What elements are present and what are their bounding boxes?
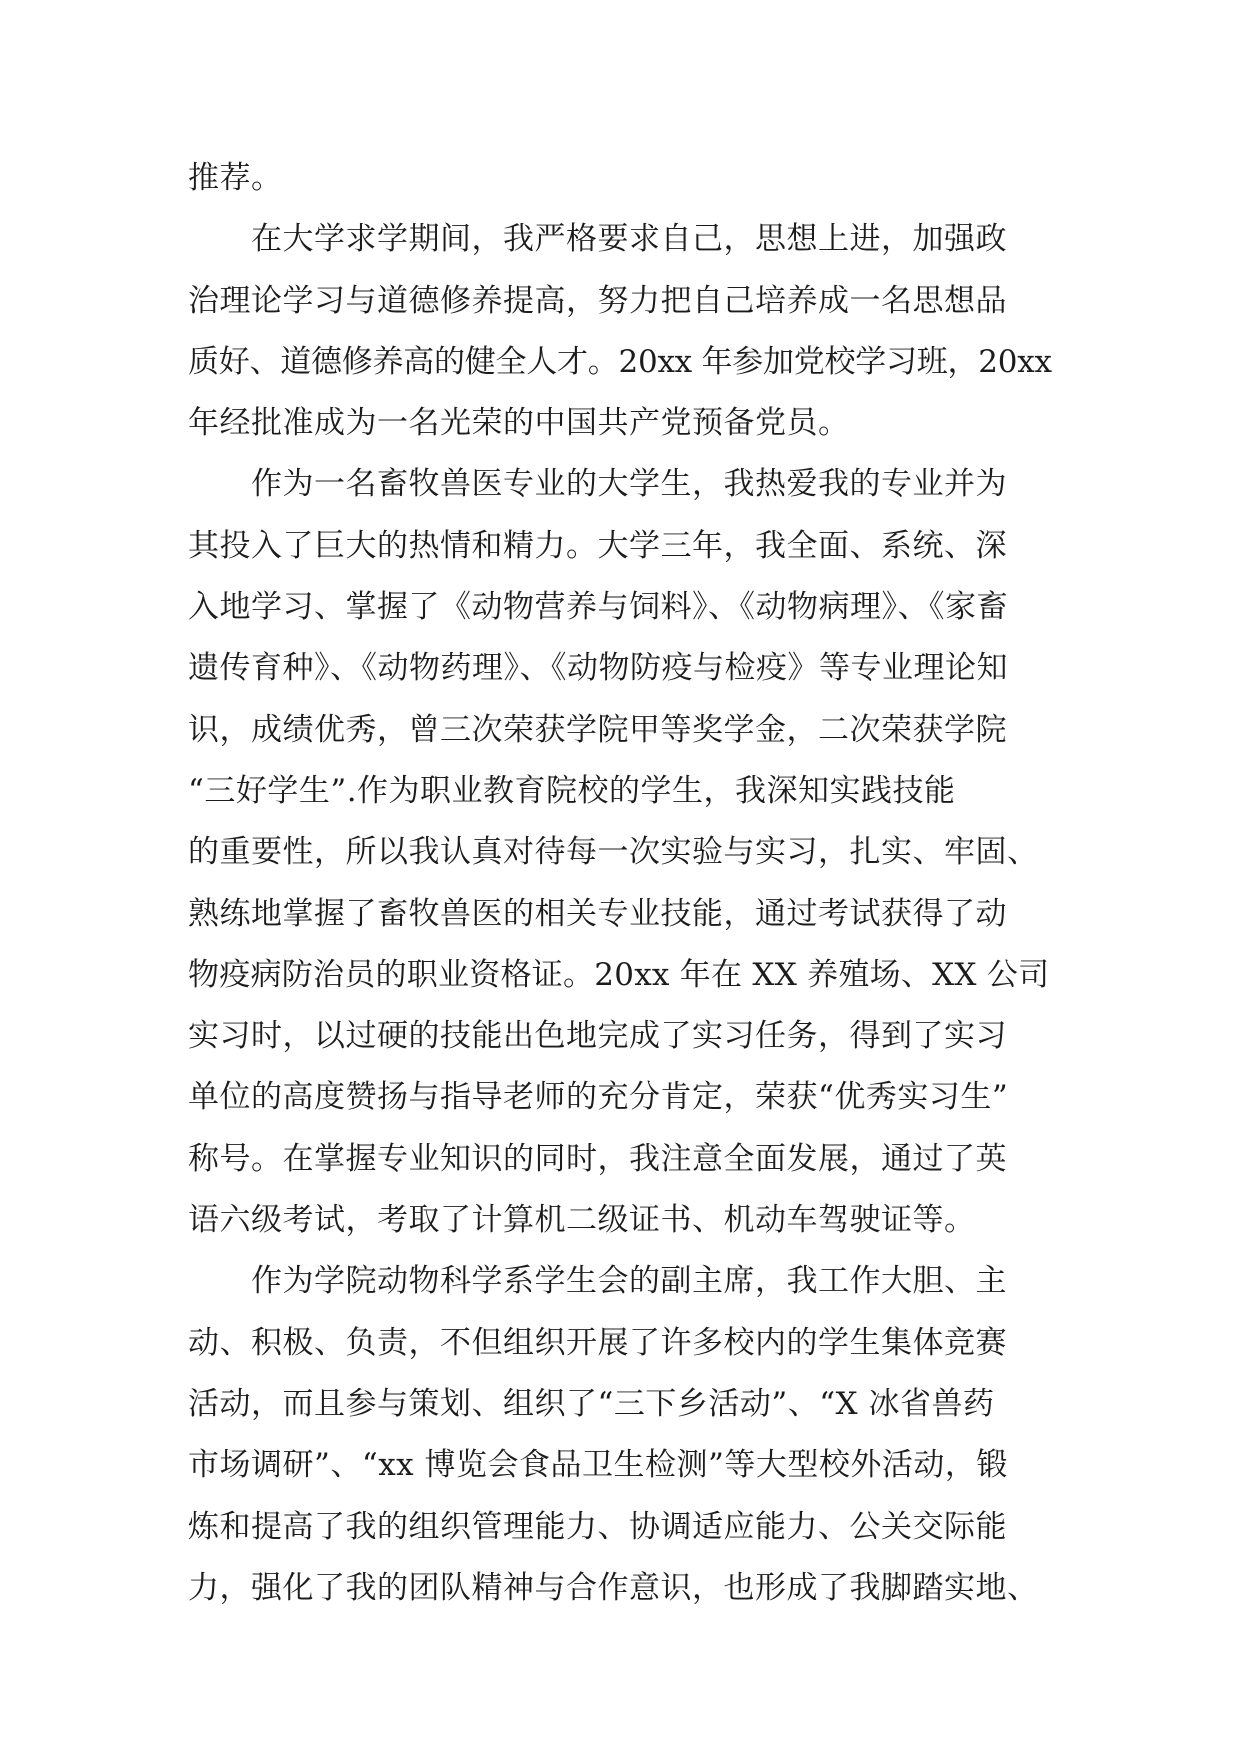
- text-line: 遗传育种》、《动物药理》、《动物防疫与检疫》等专业理论知: [188, 650, 1008, 687]
- text-line: 动、积极、负责，不但组织开展了许多校内的学生集体竞赛: [188, 1324, 1007, 1361]
- body-text: [188, 148, 1056, 1619]
- text-line: 推荐。: [188, 160, 283, 196]
- text-line: 识，成绩优秀，曾三次荣获学院甲等奖学金，二次荣获学院: [188, 711, 1007, 748]
- text-line: 力，强化了我的团队精神与合作意识，也形成了我脚踏实地、: [188, 1569, 1039, 1606]
- text-line: 市场调研”、“xx 博览会食品卫生检测”等大型校外活动，锻: [188, 1447, 1008, 1484]
- text-line: 语六级考试，考取了计算机二级证书、机动车驾驶证等。: [188, 1202, 976, 1239]
- text-line: 年经批准成为一名光荣的中国共产党预备党员。: [188, 405, 850, 442]
- text-line: 在大学求学期间，我严格要求自己，思想上进，加强政: [188, 221, 1007, 258]
- text-line: 炼和提高了我的组织管理能力、协调适应能力、公关交际能: [188, 1508, 1007, 1545]
- text-line: 物疫病防治员的职业资格证。20xx 年在 XX 养殖场、XX 公司: [188, 956, 1050, 993]
- text-line: 质好、道德修养高的健全人才。20xx 年参加党校学习班，20xx: [188, 343, 1052, 380]
- text-line: 其投入了巨大的热情和精力。大学三年，我全面、系统、深: [188, 527, 1007, 564]
- text-line: 称号。在掌握专业知识的同时，我注意全面发展，通过了英: [188, 1140, 1007, 1177]
- text-line: 活动，而且参与策划、组织了“三下乡活动”、“X 冰省兽药: [188, 1385, 995, 1422]
- text-line: 的重要性，所以我认真对待每一次实验与实习，扎实、牢固、: [188, 834, 1039, 871]
- text-line: 单位的高度赞扬与指导老师的充分肯定，荣获“优秀实习生”: [188, 1079, 1009, 1116]
- text-line: 熟练地掌握了畜牧兽医的相关专业技能，通过考试获得了动: [188, 895, 1007, 932]
- text-line: 实习时，以过硬的技能出色地完成了实习任务，得到了实习: [188, 1018, 1007, 1055]
- text-line: 入地学习、掌握了《动物营养与饲料》、《动物病理》、《家畜: [188, 589, 1008, 626]
- text-line: 作为一名畜牧兽医专业的大学生，我热爱我的专业并为: [188, 466, 1007, 503]
- text-line: “三好学生”.作为职业教育院校的学生，我深知实践技能: [188, 772, 956, 809]
- text-line: 治理论学习与道德修养提高，努力把自己培养成一名思想品: [188, 282, 1007, 319]
- text-line: 作为学院动物科学系学生会的副主席，我工作大胆、主: [188, 1263, 1007, 1300]
